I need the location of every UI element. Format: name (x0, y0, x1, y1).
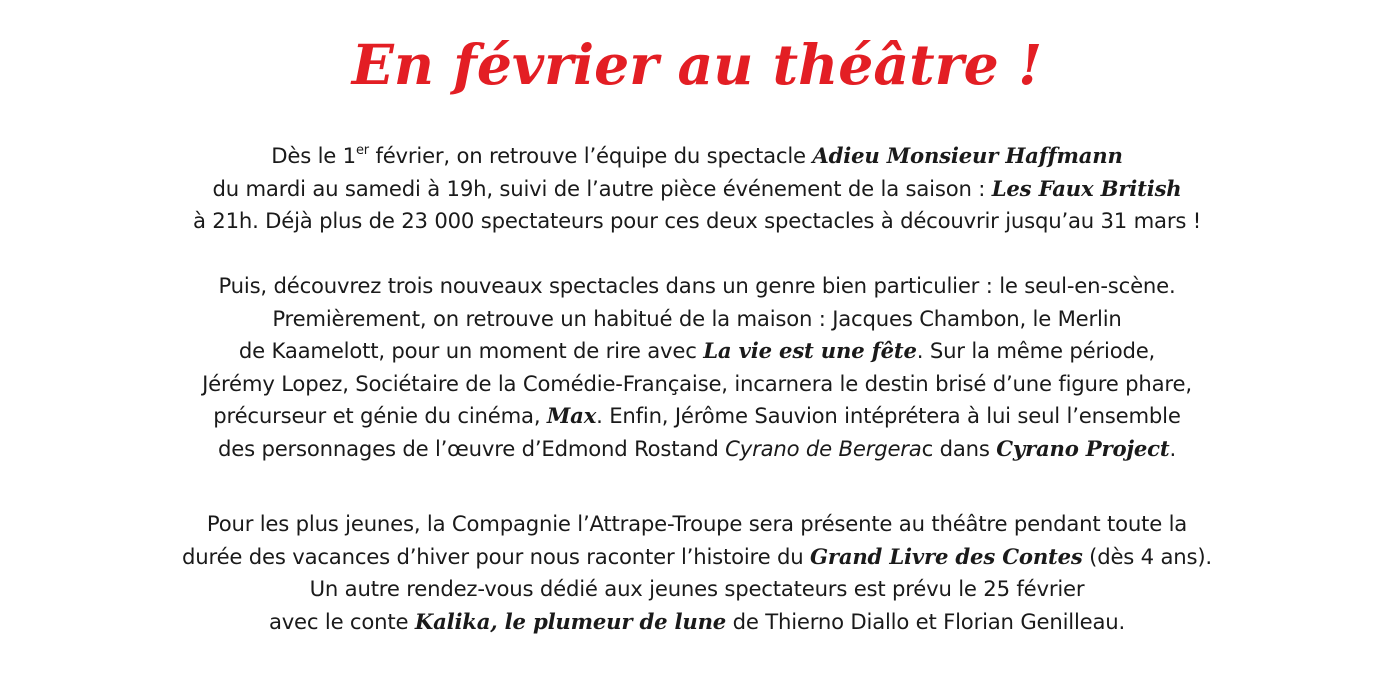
show-title: Max (546, 403, 597, 428)
text: avec le conte (268, 608, 415, 634)
text: des personnages de l’œuvre d’Edmond Rostand (217, 435, 726, 461)
text-line: Puis, découvrez trois nouveaux spectacles dans un genre bien particulier : le seul-en-scène. (218, 273, 1176, 298)
show-title: Grand Livre des Contes (809, 543, 1083, 569)
text: du mardi au samedi à 19h, suivi de l’autre pièce événement de la saison : (212, 175, 992, 201)
text-line (0, 606, 1394, 639)
text-line: Pour les plus jeunes, la Compagnie l’Attrape-Troupe sera présente au théâtre pendant toute la (206, 511, 1188, 536)
text: c dans (921, 435, 997, 461)
show-title: Adieu Monsieur Haffmann (812, 143, 1123, 168)
text-line: Premièrement, on retrouve un habitué de la maison : Jacques Chambon, le Merlin (272, 305, 1122, 331)
text-line (0, 400, 1394, 433)
text: Dès le 1 (271, 143, 356, 168)
text-line: à 21h. Déjà plus de 23 000 spectateurs pour ces deux spectacles à découvrir jusqu’au 31 mars ! (192, 208, 1202, 233)
text: durée des vacances d’hiver pour nous raconter l’histoire du (182, 543, 810, 569)
paragraph-solo-shows (0, 270, 1394, 465)
text-line (0, 433, 1394, 466)
show-title: Cyrano Project (996, 435, 1170, 461)
text-line: Jérémy Lopez, Sociétaire de la Comédie-Française, incarnera le destin brisé d’une figure phare, (202, 370, 1192, 396)
text-line: Un autre rendez-vous dédié aux jeunes spectateurs est prévu le 25 février (309, 576, 1085, 601)
text: (dès 4 ans). (1082, 543, 1212, 569)
text: de Kaamelott, pour un moment de rire avec (238, 338, 704, 363)
superscript: er (355, 143, 369, 158)
paragraph-current-shows (0, 140, 1394, 238)
text-line (0, 541, 1394, 574)
text: . Sur la même période, (916, 338, 1156, 363)
show-title: Les Faux British (991, 175, 1182, 201)
text: février, on retrouve l’équipe du spectacle (368, 143, 813, 168)
text: . Enfin, Jérôme Sauvion intéprétera à lui seul l’ensemble (596, 403, 1181, 428)
text-line (0, 335, 1394, 368)
work-title: Cyrano de Bergera (725, 435, 922, 461)
text: de Thierno Diallo et Florian Genilleau. (726, 608, 1126, 634)
text: . (1169, 435, 1177, 461)
page-title: En février au théâtre ! (351, 33, 1043, 98)
show-title: La vie est une fête (703, 338, 917, 363)
text-line (0, 140, 1394, 173)
show-title: Kalika, le plumeur de lune (414, 608, 727, 634)
paragraph-young-audience (0, 508, 1394, 638)
text: précurseur et génie du cinéma, (213, 403, 547, 428)
text-line (0, 173, 1394, 206)
